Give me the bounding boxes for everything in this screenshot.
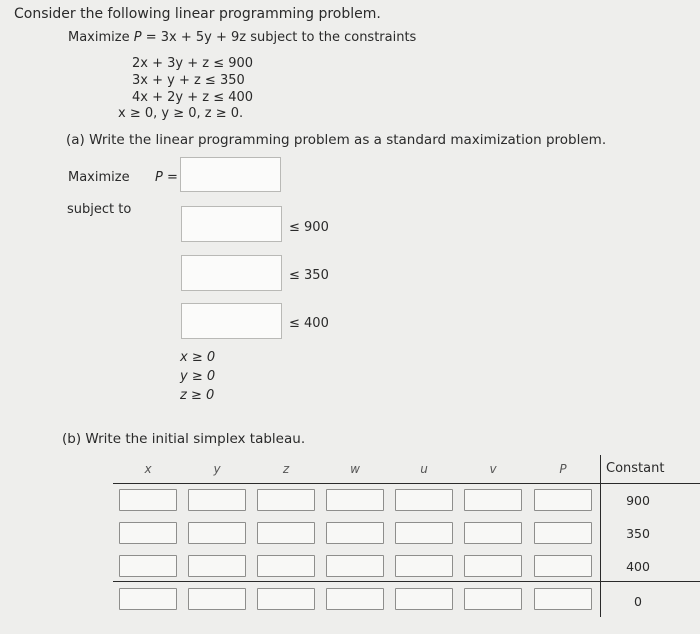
constraint-1: 2x + 3y + z ≤ 900 (132, 56, 254, 71)
header-p: P (559, 462, 567, 476)
tableau-cell[interactable] (188, 489, 246, 511)
tableau-cell[interactable] (534, 555, 592, 577)
nonneg-x: x ≥ 0 (180, 350, 216, 365)
part-a-title: (a) Write the linear programming problem as a standard maximization problem. (66, 132, 607, 148)
tableau-cell[interactable] (464, 555, 522, 577)
tableau-cell[interactable] (464, 588, 522, 610)
tableau-cell[interactable] (395, 522, 453, 544)
tableau-cell[interactable] (188, 555, 246, 577)
header-v: v (489, 462, 497, 476)
header-constant: Constant (606, 461, 665, 476)
tableau-cell[interactable] (119, 555, 177, 577)
tableau-cell[interactable] (326, 555, 384, 577)
constraint-2-rhs: ≤ 350 (289, 268, 329, 283)
objective-input[interactable] (180, 157, 281, 192)
tableau-cell[interactable] (257, 588, 315, 610)
constraint-2-input[interactable] (181, 255, 282, 291)
constraint-1-rhs: ≤ 900 (289, 220, 329, 235)
maximize-label: Maximize (68, 170, 130, 185)
header-w: w (350, 462, 360, 476)
tableau-cell[interactable] (395, 555, 453, 577)
constraint-3-input[interactable] (181, 303, 282, 339)
header-z: z (282, 462, 290, 476)
header-u: u (420, 462, 428, 476)
tableau-cell[interactable] (119, 588, 177, 610)
tableau-cell[interactable] (326, 588, 384, 610)
tableau-cell[interactable] (534, 522, 592, 544)
tableau-cell[interactable] (119, 489, 177, 511)
tableau-objective-rule (113, 581, 700, 582)
constant-row-2: 350 (626, 526, 650, 541)
tableau-cell[interactable] (326, 522, 384, 544)
nonneg-z: z ≥ 0 (180, 388, 215, 403)
tableau-cell[interactable] (257, 489, 315, 511)
subject-to-label: subject to (67, 202, 132, 217)
header-x: x (144, 462, 152, 476)
tableau-cell[interactable] (395, 489, 453, 511)
constraint-3-rhs: ≤ 400 (289, 316, 329, 331)
constant-row-3: 400 (626, 559, 650, 574)
constant-row-4: 0 (634, 594, 642, 609)
tableau-cell[interactable] (464, 489, 522, 511)
constant-row-1: 900 (626, 493, 650, 508)
tableau-cell[interactable] (119, 522, 177, 544)
tableau-cell[interactable] (534, 489, 592, 511)
nonneg-y: y ≥ 0 (180, 369, 216, 384)
tableau-header-rule (113, 483, 700, 484)
constraint-3: 4x + 2y + z ≤ 400 (132, 90, 254, 105)
tableau-cell[interactable] (326, 489, 384, 511)
header-y: y (213, 462, 221, 476)
objective-function: Maximize P = 3x + 5y + 9z subject to the constraints (68, 30, 417, 45)
tableau-cell[interactable] (188, 588, 246, 610)
constraint-2: 3x + y + z ≤ 350 (132, 73, 245, 88)
tableau-cell[interactable] (257, 522, 315, 544)
constraint-1-input[interactable] (181, 206, 282, 242)
problem-intro: Consider the following linear programming problem. (14, 6, 381, 22)
nonnegativity-constraints: x ≥ 0, y ≥ 0, z ≥ 0. (118, 106, 244, 121)
tableau-divider (600, 455, 601, 617)
part-b-title: (b) Write the initial simplex tableau. (62, 431, 306, 447)
tableau-cell[interactable] (395, 588, 453, 610)
tableau-cell[interactable] (188, 522, 246, 544)
tableau-cell[interactable] (464, 522, 522, 544)
tableau-cell[interactable] (534, 588, 592, 610)
p-equals-label: P = (155, 170, 178, 185)
tableau-cell[interactable] (257, 555, 315, 577)
